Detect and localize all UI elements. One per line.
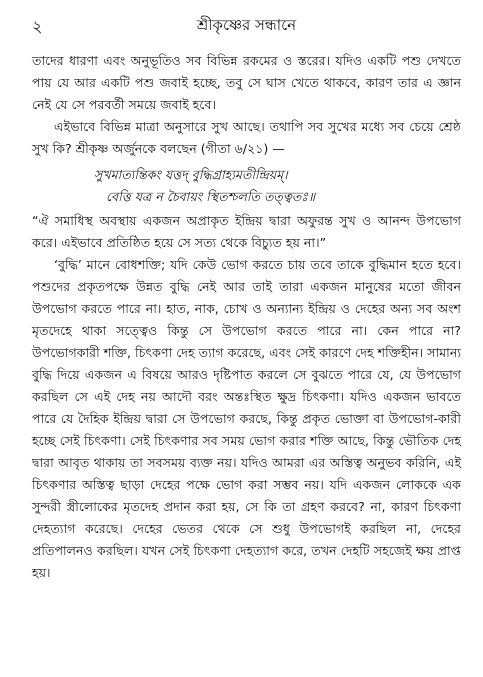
paragraph-4: ‘বুদ্ধি’ মানে বোধশক্তি; যদি কেউ ভোগ করতে চায় তবে তাকে বুদ্ধিমান হতে হবে। পশুদের প্রকৃতপক্ষে উন্নত বুদ্ধি নেই আর তাই তারা একজন মানুষের মতো জীবন উপভোগ করতে পারে না। হাত, নাক, চোখ ও অন্যান্য ইন্দ্রিয় ও দেহের অন্য সব অংশ মৃতদেহে থাকা সত্ত্বেও কিন্তু সে উপভোগ করতে পারে না। কেন পারে না? উপভোগকারী শক্তি, চিৎকণা দেহ ত্যাগ করেছে, এবং সেই কারণে দেহ শক্তিহীন। সামান্য বুদ্ধি দিয়ে একজন এ বিষয়ে আরও দৃষ্টিপাত করলে সে বুঝতে পারে যে, যে উপভোগ করছিল সে এই দেহ নয় আদৌ বরং অন্তঃস্থিত ক্ষুদ্র চিৎকণা। যদিও একজন ভাবতে পারে যে দৈহিক ইন্দ্রিয় দ্বারা সে উপভোগ করছে, কিন্তু প্রকৃত ভোক্তা বা উপভোগ-কারী হচ্ছে সেই চিৎকণা। সেই চিৎকণার সব সময় ভোগ করার শক্তি আছে, কিন্তু ভৌতিক দেহ দ্বারা আবৃত থাকায় তা সবসময় ব্যক্ত নয়। যদিও আমরা এর অস্তিত্ব অনুভব করিনি, এই চিৎকণার অস্তিত্ব ছাড়া দেহের পক্ষে ভোগ করা সম্ভব নয়। যদি একজন লোককে এক সুন্দরী স্ত্রীলোকের মৃতদেহ প্রদান করা হয়, সে কি তা গ্রহণ করবে? না, কারণ চিৎকণা দেহত্যাগ করেছে। দেহের ভেতর থেকে সে শুধু উপভোগই করছিল না, দেহের প্রতিপালনও করছিল। যখন সেই চিৎকণা দেহত্যাগ করে, তখন দেহটি সহজেই ক্ষয় প্রাপ্ত হয়। <box>32 257 461 580</box>
verse-line-2: বেত্তি যত্র ন চৈবায়ং স্থিতশ্চলতি তত্ত্বতঃ॥ <box>106 189 316 204</box>
verse-line-1: সুখমাত্যন্তিকং যত্তদ্ বুদ্ধিগ্রাহ্যমতীন্দ্রিয়ম্। <box>94 167 288 182</box>
page-number: ২ <box>32 17 43 36</box>
paragraph-2: এইভাবে বিভিন্ন মাত্রা অনুসারে সুখ আছে। তথাপি সব সুখের মধ্যে সব চেয়ে শ্রেষ্ঠ সুখ কি? শ্রীকৃষ্ণ অর্জুনকে বলছেন (গীতা ৬/২১) — <box>32 119 461 156</box>
paragraph-1: তাদের ধারণা এবং অনুভূতিও সব বিভিন্ন রকমের ও স্তরের। যদিও একটি পশু দেখতে পায় যে আর একটি পশু জবাই হচ্ছে, তবু সে ঘাস খেতে থাকবে, কারণ তার এ জ্ঞান নেই যে সে পরবর্তী সময়ে জবাই হবে। <box>32 53 461 112</box>
page-header <box>32 0 461 50</box>
running-title: শ্রীকৃষ্ণের সন্ধানে <box>196 16 297 34</box>
verse-translation: “ঐ সমাধিস্থ অবস্থায় একজন অপ্রাকৃত ইন্দ্রিয় দ্বারা অফুরন্ত সুখ ও আনন্দ উপভোগ করে। এইভাবে প্রতিষ্ঠিত হয়ে সে সত্য থেকে বিচ্যুত হয় না।” <box>32 213 461 250</box>
page-body <box>32 50 461 584</box>
sanskrit-verse <box>32 164 461 208</box>
